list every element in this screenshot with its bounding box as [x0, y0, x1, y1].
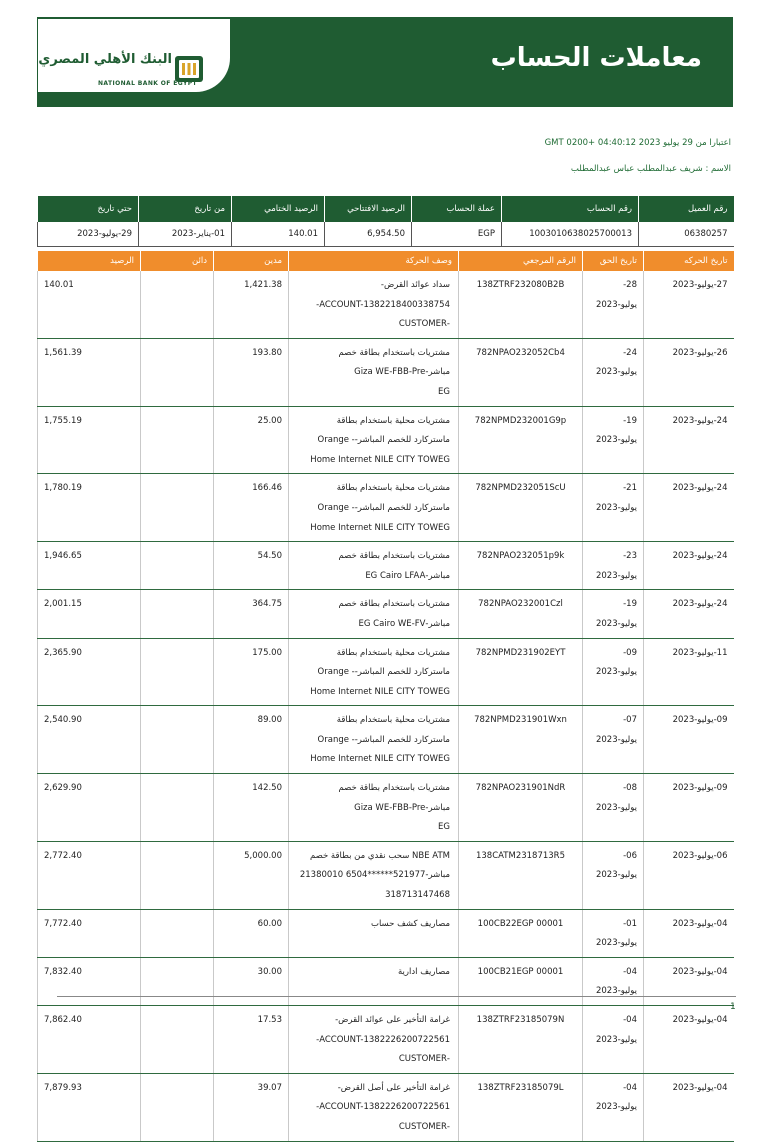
value-date-cell: 04-يوليو-2023 [583, 1006, 644, 1074]
table-row [38, 474, 734, 542]
credit-cell [141, 774, 214, 842]
credit-cell [141, 542, 214, 590]
description-cell [289, 774, 459, 842]
description-line: مشتريات باستخدام بطاقة خصم [338, 551, 450, 562]
page-title: معاملات الحساب [490, 43, 702, 73]
debit-cell: 142.50 [214, 774, 289, 842]
debit-cell: 364.75 [214, 590, 289, 638]
reference-cell: 782NPMD232051ScU [459, 474, 583, 542]
balance-cell: 2,365.90 [38, 638, 141, 706]
value-date-cell: 19-يوليو-2023 [583, 590, 644, 638]
table-row [38, 909, 734, 957]
balance-cell: 7,832.40 [38, 957, 141, 1005]
account-value-cell: 01-يناير-2023 [139, 222, 232, 246]
debit-cell: 60.00 [214, 909, 289, 957]
balance-cell: 1,946.65 [38, 542, 141, 590]
table-row [38, 1073, 734, 1141]
credit-cell [141, 706, 214, 774]
description-line: مشتريات باستخدام بطاقة خصم [338, 783, 450, 794]
debit-cell: 193.80 [214, 338, 289, 406]
description-line: ماستركارد للخصم المباشر-- Orange [317, 667, 450, 678]
description-line: ماستركارد للخصم المباشر-- Orange [317, 435, 450, 446]
description-line: Home Internet NILE CITY TOWEG [310, 686, 450, 697]
bank-logo [38, 19, 230, 92]
description-line: مشتريات محلية باستخدام بطاقة [336, 483, 450, 494]
account-value-cell: 140.01 [232, 222, 325, 246]
credit-cell [141, 841, 214, 909]
balance-cell: 140.01 [38, 271, 141, 338]
trx-date-cell: 06-يوليو-2023 [644, 841, 734, 909]
value-date-cell: 08-يوليو-2023 [583, 774, 644, 842]
description-line: -CUSTOMER [398, 319, 450, 330]
description-line: مباشر-EG Cairo LFAA [365, 570, 450, 581]
trx-date-cell: 09-يوليو-2023 [644, 774, 734, 842]
reference-cell: 138ZTRF23185079L [459, 1073, 583, 1141]
balance-cell: 2,772.40 [38, 841, 141, 909]
reference-cell: 782NPAO232052Cb4 [459, 338, 583, 406]
debit-cell: 166.46 [214, 474, 289, 542]
description-line: مشتريات باستخدام بطاقة خصم [338, 347, 450, 358]
trx-date-cell: 04-يوليو-2023 [644, 1073, 734, 1141]
balance-cell: 2,001.15 [38, 590, 141, 638]
account-header-cell: عملة الحساب [412, 196, 502, 222]
debit-cell: 39.07 [214, 1073, 289, 1141]
table-row [38, 706, 734, 774]
debit-cell: 17.53 [214, 1006, 289, 1074]
credit-cell [141, 474, 214, 542]
reference-cell: 782NPAO232051p9k [459, 542, 583, 590]
account-header-cell: رقم العميل [639, 196, 734, 222]
account-value-cell: 1003010638025700013 [502, 222, 639, 246]
reference-cell: 782NPAO231901NdR [459, 774, 583, 842]
reference-cell: 138ZTRF232080B2B [459, 271, 583, 338]
table-row [38, 271, 734, 338]
account-value-cell: 06380257 [639, 222, 734, 246]
statement-as-of: اعتبارا من 29 يوليو 2023 04:40:12 +0200 GMT [544, 138, 731, 148]
description-cell [289, 1073, 459, 1141]
trx-date-cell: 04-يوليو-2023 [644, 909, 734, 957]
description-cell [289, 406, 459, 474]
description-cell [289, 590, 459, 638]
trx-date-cell: 26-يوليو-2023 [644, 338, 734, 406]
trx-date-cell: 27-يوليو-2023 [644, 271, 734, 338]
description-line: ACCOUNT-1382218400338754- [316, 299, 450, 310]
value-date-cell: 04-يوليو-2023 [583, 957, 644, 1005]
description-cell [289, 706, 459, 774]
account-summary-table [37, 196, 734, 247]
description-line: ماستركارد للخصم المباشر-- Orange [317, 502, 450, 513]
description-line: EG [438, 822, 450, 833]
trx-date-cell: 04-يوليو-2023 [644, 1006, 734, 1074]
transactions-header-cell: دائن [141, 251, 214, 271]
description-line: مباشر-521977******6504 21380010 [299, 870, 450, 881]
balance-cell: 1,780.19 [38, 474, 141, 542]
reference-cell: 100CB21EGP 00001 [459, 957, 583, 1005]
description-line: Home Internet NILE CITY TOWEG [310, 754, 450, 765]
description-line: ماستركارد للخصم المباشر-- Orange [317, 734, 450, 745]
value-date-cell: 24-يوليو-2023 [583, 338, 644, 406]
description-line: غرامة التأخير على أصل القرض- [337, 1082, 450, 1093]
description-line: مشتريات باستخدام بطاقة خصم [338, 599, 450, 610]
description-line: مشتريات محلية باستخدام بطاقة [336, 647, 450, 658]
description-line: ACCOUNT-1382226200722561- [316, 1034, 450, 1045]
value-date-cell: 07-يوليو-2023 [583, 706, 644, 774]
debit-cell: 5,000.00 [214, 841, 289, 909]
reference-cell: 100CB22EGP 00001 [459, 909, 583, 957]
table-row [38, 957, 734, 1005]
reference-cell: 782NPMD231901Wxn [459, 706, 583, 774]
description-line: -CUSTOMER [398, 1054, 450, 1065]
value-date-cell: 28-يوليو-2023 [583, 271, 644, 338]
transactions-header-cell: تاريخ الحركه [644, 251, 734, 271]
description-line: مباشر-EG Cairo WE-FV [358, 618, 450, 629]
debit-cell: 1,421.38 [214, 271, 289, 338]
description-cell [289, 1006, 459, 1074]
credit-cell [141, 406, 214, 474]
table-row [38, 841, 734, 909]
description-cell [289, 909, 459, 957]
value-date-cell: 06-يوليو-2023 [583, 841, 644, 909]
description-line: سداد عوائد القرض- [380, 280, 450, 290]
account-value-cell: 6,954.50 [325, 222, 412, 246]
trx-date-cell: 11-يوليو-2023 [644, 638, 734, 706]
debit-cell: 89.00 [214, 706, 289, 774]
trx-date-cell: 09-يوليو-2023 [644, 706, 734, 774]
description-cell [289, 271, 459, 338]
transactions-header-cell: الرقم المرجعي [459, 251, 583, 271]
customer-name: الاسم : شريف عبدالمطلب عباس عبدالمطلب [570, 164, 731, 174]
credit-cell [141, 590, 214, 638]
account-header-cell: الرصيد الختامي [232, 196, 325, 222]
reference-cell: 782NPAO232001Czl [459, 590, 583, 638]
account-value-cell: EGP [412, 222, 502, 246]
description-line: مشتريات محلية باستخدام بطاقة [336, 715, 450, 726]
transactions-header-cell: الرصيد [38, 251, 141, 271]
debit-cell: 54.50 [214, 542, 289, 590]
table-row [38, 406, 734, 474]
debit-cell: 175.00 [214, 638, 289, 706]
description-line: ACCOUNT-1382226200722561- [316, 1102, 450, 1113]
transactions-header-cell: مدين [214, 251, 289, 271]
trx-date-cell: 24-يوليو-2023 [644, 406, 734, 474]
balance-cell: 7,879.93 [38, 1073, 141, 1141]
value-date-cell: 09-يوليو-2023 [583, 638, 644, 706]
trx-date-cell: 24-يوليو-2023 [644, 590, 734, 638]
bank-logo-icon [174, 55, 204, 83]
trx-date-cell: 24-يوليو-2023 [644, 474, 734, 542]
table-row [38, 1006, 734, 1074]
credit-cell [141, 1006, 214, 1074]
debit-cell: 25.00 [214, 406, 289, 474]
trx-date-cell: 24-يوليو-2023 [644, 542, 734, 590]
credit-cell [141, 638, 214, 706]
balance-cell: 2,629.90 [38, 774, 141, 842]
account-header-cell: الرصيد الافتتاحي [325, 196, 412, 222]
description-cell [289, 542, 459, 590]
credit-cell [141, 909, 214, 957]
transactions-header-cell: تاريخ الحق [583, 251, 644, 271]
value-date-cell: 04-يوليو-2023 [583, 1073, 644, 1141]
description-line: مصاريف كشف حساب [370, 918, 450, 929]
description-line: مشتريات محلية باستخدام بطاقة [336, 415, 450, 426]
balance-cell: 7,772.40 [38, 909, 141, 957]
description-line: مباشر-Giza WE-FBB-Pre [354, 367, 450, 378]
transactions-table [37, 251, 734, 1142]
value-date-cell: 23-يوليو-2023 [583, 542, 644, 590]
bank-logo-arabic: البنك الأهلي المصري [38, 52, 172, 67]
balance-cell: 2,540.90 [38, 706, 141, 774]
description-line: EG [438, 386, 450, 397]
description-cell [289, 638, 459, 706]
description-line: غرامة التأخير على عوائد القرض- [335, 1015, 450, 1025]
page-number: 1 [730, 1002, 736, 1012]
transactions-header [38, 251, 734, 271]
value-date-cell: 21-يوليو-2023 [583, 474, 644, 542]
credit-cell [141, 271, 214, 338]
description-line: مصاريف ادارية [397, 966, 450, 977]
description-line: Home Internet NILE CITY TOWEG [310, 454, 450, 465]
table-row [38, 542, 734, 590]
balance-cell: 7,862.40 [38, 1006, 141, 1074]
credit-cell [141, 1073, 214, 1141]
description-line: NBE ATM سحب نقدي من بطاقة خصم [309, 850, 450, 861]
balance-cell: 1,561.39 [38, 338, 141, 406]
account-header-cell: رقم الحساب [502, 196, 639, 222]
reference-cell: 782NPMD231902EYT [459, 638, 583, 706]
reference-cell: 138ZTRF23185079N [459, 1006, 583, 1074]
description-line: Home Internet NILE CITY TOWEG [310, 522, 450, 533]
table-row [38, 590, 734, 638]
value-date-cell: 19-يوليو-2023 [583, 406, 644, 474]
credit-cell [141, 338, 214, 406]
description-line: 318713147468 [385, 890, 450, 901]
table-row [38, 638, 734, 706]
description-cell [289, 957, 459, 1005]
debit-cell: 30.00 [214, 957, 289, 1005]
table-row [38, 774, 734, 842]
account-summary-header [38, 196, 734, 222]
credit-cell [141, 957, 214, 1005]
description-cell [289, 474, 459, 542]
trx-date-cell: 04-يوليو-2023 [644, 957, 734, 1005]
description-line: -CUSTOMER [398, 1121, 450, 1132]
description-cell [289, 338, 459, 406]
transactions-header-cell: وصف الحركة [289, 251, 459, 271]
account-header-cell: من تاريخ [139, 196, 232, 222]
account-header-cell: حتي تاريخ [38, 196, 139, 222]
reference-cell: 138CATM2318713R5 [459, 841, 583, 909]
table-row [38, 338, 734, 406]
account-value-cell: 29-يوليو-2023 [38, 222, 139, 246]
footer-divider [57, 996, 736, 997]
account-summary-row [38, 222, 734, 246]
description-cell [289, 841, 459, 909]
balance-cell: 1,755.19 [38, 406, 141, 474]
description-line: مباشر-Giza WE-FBB-Pre [354, 802, 450, 813]
value-date-cell: 01-يوليو-2023 [583, 909, 644, 957]
bank-logo-english: NATIONAL BANK OF EGYPT [98, 80, 197, 87]
reference-cell: 782NPMD232001G9p [459, 406, 583, 474]
